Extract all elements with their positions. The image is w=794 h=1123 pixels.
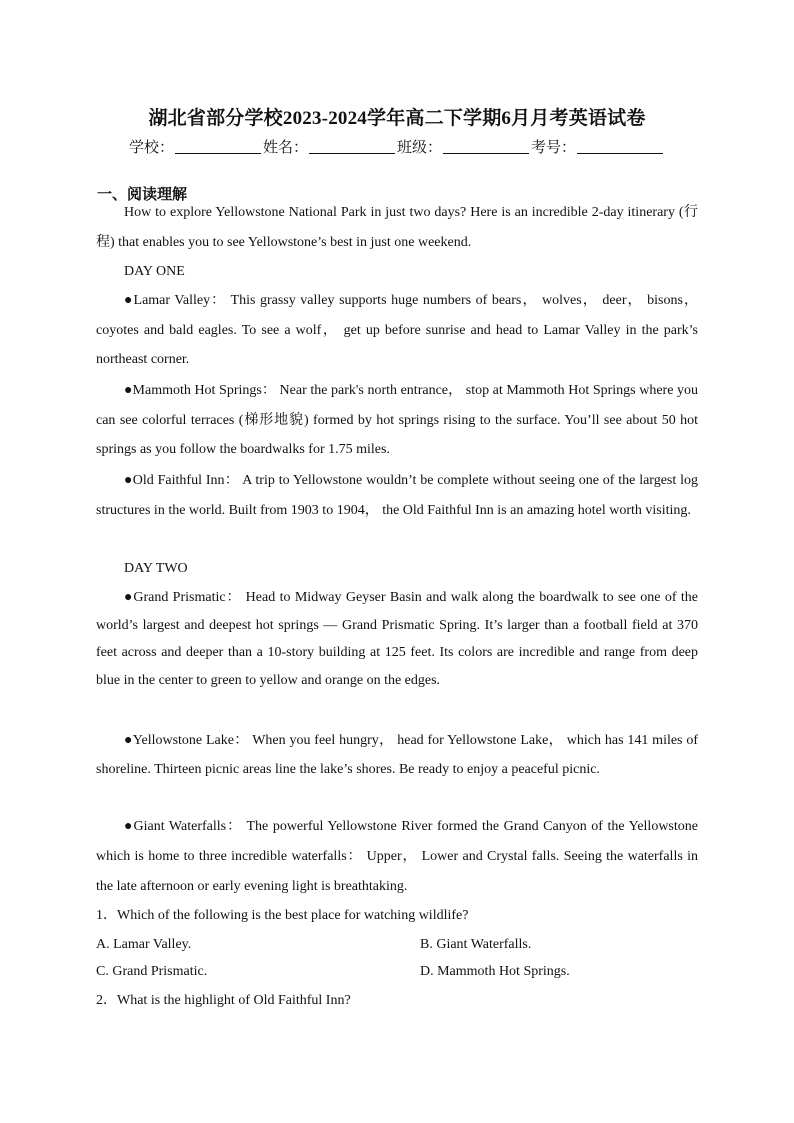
number-blank[interactable] [577,139,663,154]
name-blank[interactable] [309,139,395,154]
school-label: 学校： [128,138,174,156]
name-label: 姓名： [262,138,308,156]
question-1-stem: 1．Which of the following is the best place for watching wildlife? [96,908,469,923]
paragraph-mammoth-hot-springs: ●Mammoth Hot Springs： Near the park's north entrance， stop at Mammoth Hot Springs where you can see colorful terraces (梯形地貌) formed by hot springs rising to the surface. You’ll see about 50 hot springs as you follow the boardwalks for 1.75 miles. [96,383,698,457]
school-blank[interactable] [175,139,261,154]
passage-intro: How to explore Yellowstone National Park in just two days? Here is an incredible 2-day itinerary (行程) that enables you to see Yellowstone’s best in just one weekend. [96,205,698,250]
class-blank[interactable] [443,139,529,154]
student-info-line [0,136,794,157]
page-title: 湖北省部分学校2023-2024学年高二下学期6月月考英语试卷 [148,108,646,129]
section-heading: 一、阅读理解 [97,185,188,203]
paragraph-old-faithful-inn: ●Old Faithful Inn： A trip to Yellowstone wouldn’t be complete without seeing one of the largest log structures in the world. Built from 1903 to 1904， the Old Faithful Inn is an amazing hotel worth visiting. [96,473,698,518]
paragraph-yellowstone-lake: ●Yellowstone Lake： When you feel hungry， head for Yellowstone Lake， which has 141 miles of shoreline. Thirteen picnic areas line the lake’s shores. Be ready to enjoy a peaceful picnic. [96,733,698,777]
paragraph-giant-waterfalls: ●Giant Waterfalls： The powerful Yellowstone River formed the Grand Canyon of the Yellowstone which is home to three incredible waterfalls： Upper， Lower and Crystal falls. Seeing the waterfalls in the late afternoon or early evening light is breathtaking. [96,819,698,894]
question-2-stem: 2．What is the highlight of Old Faithful Inn? [96,993,351,1008]
class-label: 班级： [397,138,443,156]
paragraph-lamar-valley: ●Lamar Valley： This grassy valley supports huge numbers of bears， wolves， deer， bisons， coyotes and bald eagles. To see a wolf， get up before sunrise and head to Lamar Valley in the park’s northeast corner. [96,293,698,367]
question-1-option-a[interactable]: A. Lamar Valley. [96,937,192,952]
day-one-heading: DAY ONE [124,264,185,279]
question-1-option-b[interactable]: B. Giant Waterfalls. [420,937,532,952]
day-two-heading: DAY TWO [124,561,188,576]
question-1-option-c[interactable]: C. Grand Prismatic. [96,964,208,979]
question-1-option-d[interactable]: D. Mammoth Hot Springs. [420,964,570,979]
paragraph-grand-prismatic: ●Grand Prismatic： Head to Midway Geyser Basin and walk along the boardwalk to see one of the world’s largest and deepest hot springs — Grand Prismatic Spring. It’s larger than a football field at 370 feet across and deeper than a 10-story building at 125 feet. Its colors are incredible and range from deep blue in the center to green to yellow and orange on the edges. [96,590,698,688]
number-label: 考号： [531,138,577,156]
